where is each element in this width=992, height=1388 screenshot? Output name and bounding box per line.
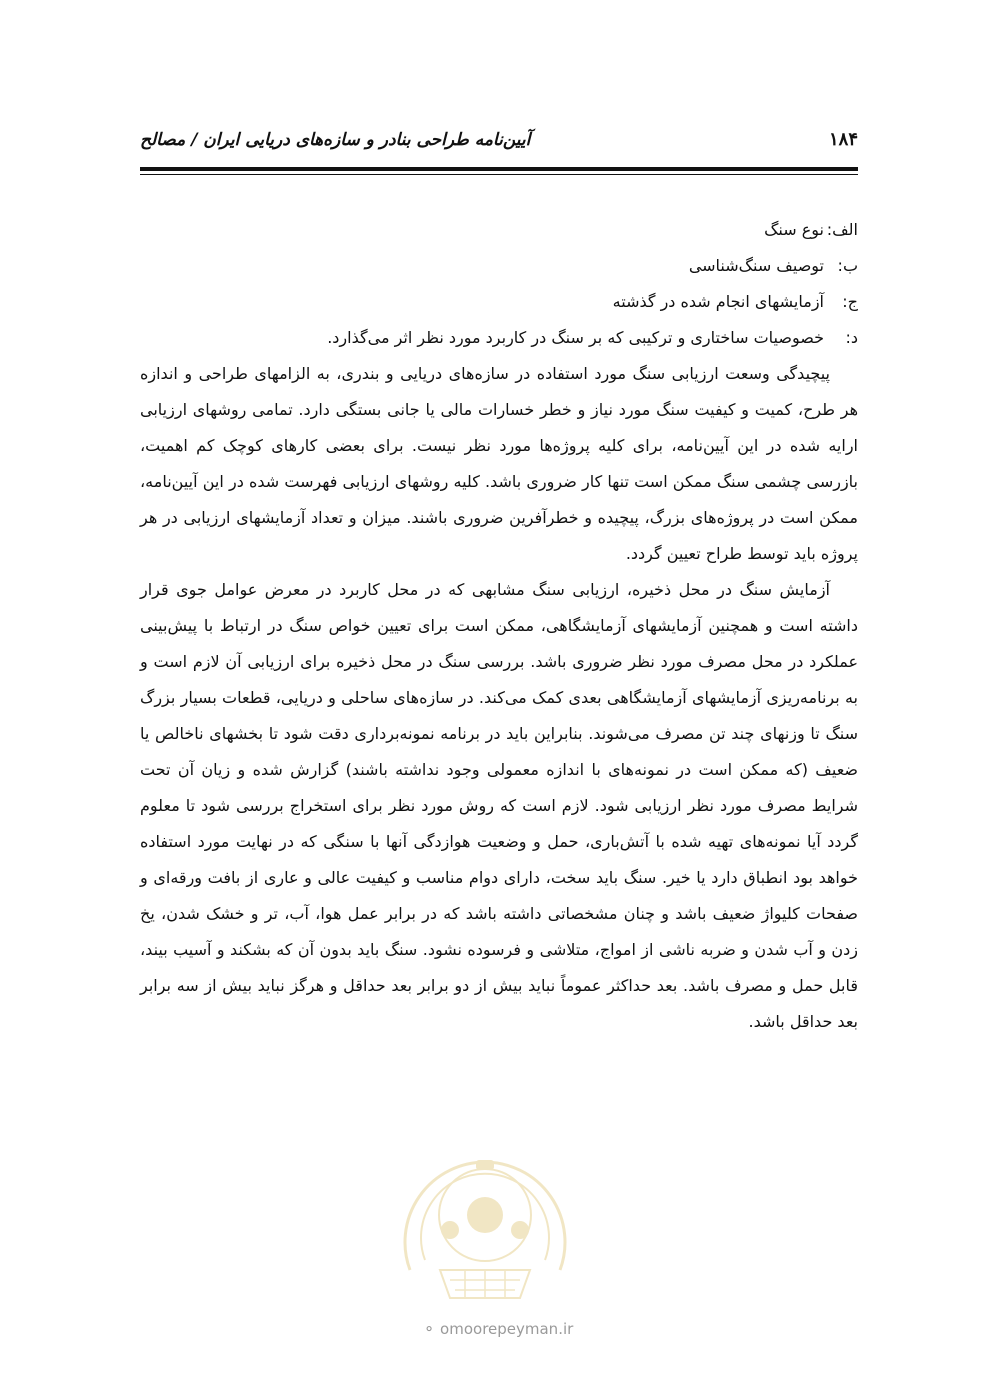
list-item	[140, 212, 858, 248]
list-text: آزمایشهای انجام شده در گذشته	[612, 292, 824, 311]
header-rule-thin	[140, 174, 858, 175]
header-title-text: آیین‌نامه طراحی بنادر و سازه‌های دریایی ایران / مصالح	[140, 130, 531, 150]
list-marker: ج:	[842, 292, 858, 311]
watermark-url	[398, 1320, 598, 1338]
list-item	[140, 320, 858, 356]
list-item	[140, 248, 858, 284]
list-text: خصوصیات ساختاری و ترکیبی که بر سنگ در کاربرد مورد نظر اثر می‌گذارد.	[327, 328, 824, 347]
watermark-url-text: omoorepeyman.ir	[440, 1320, 574, 1338]
list-marker: الف:	[826, 220, 858, 239]
list-marker: د:	[845, 328, 858, 347]
list-item	[140, 284, 858, 320]
list-marker: ب:	[837, 256, 858, 275]
running-header	[140, 128, 858, 162]
watermark-seal-icon	[380, 1120, 590, 1310]
page-number: ۱۸۴	[828, 129, 858, 150]
header-rule-thick	[140, 167, 858, 171]
list-text: نوع سنگ	[764, 220, 824, 239]
list-text: توصیف سنگ‌شناسی	[688, 256, 824, 275]
body-content	[140, 212, 858, 1040]
paragraph: آزمایش سنگ در محل ذخیره، ارزیابی سنگ مشابهی که در محل کاربرد در معرض عوامل جوی قرار داشته است و همچنین آزمایشهای آزمایشگاهی، ممکن است برای تعیین خواص سنگ در ارتباط با پیش‌بینی عملکرد در محل مصرف مورد نظر ضروری باشد. بررسی سنگ در محل ذخیره برای ارزیابی آن لازم است و به برنامه‌ریزی آزمایشهای آزمایشگاهی بعدی کمک می‌کند. در سازه‌های ساحلی و دریایی، قطعات بسیار بزرگ سنگ تا وزنهای چند تن مصرف می‌شوند. بنابراین باید در برنامه نمونه‌برداری دقت شود تا بخشهای ناخالص یا ضعیف (که ممکن است در نمونه‌های با اندازه معمولی وجود نداشته باشند) گزارش شده و زیان آن تحت شرایط مصرف مورد نظر ارزیابی شود. لازم است که روش مورد نظر برای استخراج بررسی شود تا معلوم گردد آیا نمونه‌های تهیه شده با آتش‌باری، حمل و وضعیت هوازدگی آنها با سنگی که در نهایت مورد استفاده خواهد بود انطباق دارد یا خیر. سنگ باید سخت، دارای دوام مناسب و کیفیت عالی و عاری از بافت ورقه‌ای و صفحات کلیواژ ضعیف باشد و چنان مشخصاتی داشته باشد که در برابر عمل هوا، آب، تر و خشک شدن، یخ زدن و آب شدن و ضربه ناشی از امواج، متلاشی و فرسوده نشود. سنگ باید بدون آن که بشکند و آسیب بیند، قابل حمل و مصرف باشد. بعد حداکثر عموماً نباید بیش از دو برابر بعد حداقل و هرگز نباید بیش از سه برابر بعد حداقل باشد.	[140, 580, 858, 1031]
globe-icon: ⚬	[422, 1320, 436, 1338]
paragraph: پیچیدگی وسعت ارزیابی سنگ مورد استفاده در سازه‌های دریایی و بندری، به الزامهای طراحی و اندازه هر طرح، کمیت و کیفیت سنگ مورد نیاز و خطر خسارات مالی یا جانی بستگی دارد. تمامی روشهای ارزیابی ارایه شده در این آیین‌نامه، برای کلیه پروژه‌ها مورد نظر نیست. برای بعضی کارهای کوچک کم اهمیت، بازرسی چشمی سنگ ممکن است تنها کار ضروری باشد. کلیه روشهای ارزیابی فهرست شده در این آیین‌نامه، ممکن است در پروژه‌های بزرگ، پیچیده و خطرآفرین ضروری باشند. میزان و تعداد آزمایشهای ارزیابی در هر پروژه باید توسط طراح تعیین گردد.	[140, 364, 858, 563]
